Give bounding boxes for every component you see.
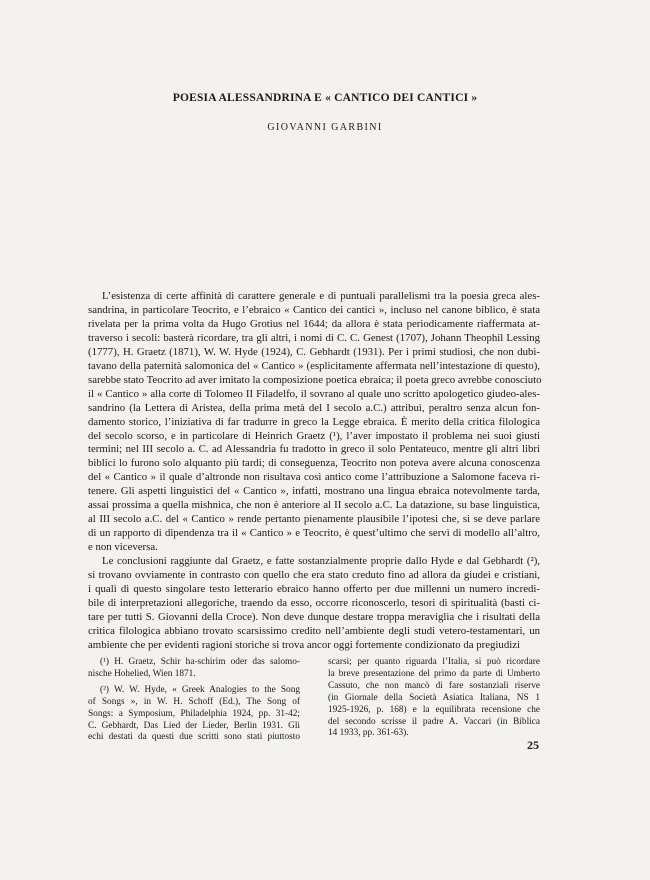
paragraph-1 [88, 290, 540, 555]
text-line: (1777), H. Graetz (1871), W. W. Hyde (1924), C. Gebhardt (1931). Per i primi studiosi, che non dubi- [88, 345, 540, 358]
text-line: sarebbe stato Teocrito ad aver imitato la composizione poetica ebraica; il poeta greco avrebbe conosciuto [88, 373, 542, 386]
text-line: Le conclusioni raggiunte dal Graetz, e fatte sostanzialmente proprie dallo Hyde e dal Gebhardt (²), [102, 555, 540, 568]
text-line: tare per tutti S. Giovanni della Croce). Non deve dunque destare troppa meraviglia che i risultati della [88, 610, 540, 623]
footnote-line: nische Hohelied, Wien 1871. [88, 668, 196, 679]
footnote-line: Songs: a Symposium, Philadelphia 1924, pp. 31-42; [88, 708, 300, 719]
footnote-line: scarsi; per quanto riguarda l’Italia, si può ricordare [328, 657, 540, 667]
footnote-line: (²) W. W. Hyde, « Greek Analogies to the Song [100, 684, 300, 695]
text-line: del secolo scorso, e in particolare di Heinrich Graetz (¹), l’aver impostato il problema nei suoi giusti [88, 429, 540, 442]
footnotes-right-column [328, 657, 540, 740]
footnote-line: la breve presentazione del primo da parte di Umberto [328, 668, 540, 679]
article-title: POESIA ALESSANDRINA E « CANTICO DEI CANTICI » [172, 92, 478, 104]
text-line: si trovano ovviamente in contrasto con quello che era stato creduto fino ad allora da giudei e cristiani, [88, 569, 540, 582]
page-number: 25 [527, 738, 539, 752]
text-line: al III secolo a.C. del « Cantico » rende pertanto pienamente plausibile l’ipotesi che, si se deve parlare [88, 513, 540, 526]
text-line: e non viceversa. [88, 541, 158, 554]
text-line: ambiente che per evidenti ragioni storiche si trova ancor oggi fortemente condizionato da pregiudizi [88, 638, 521, 651]
text-line: bile di interpretazioni allegoriche, traendo da esso, occorre riconoscerlo, tesori di spiritualità (basti ci- [88, 596, 540, 609]
text-line: sandrino (la Lettera di Aristea, della prima metà del I secolo a.C.) attribuì, peraltro senza alcun fon- [88, 401, 540, 414]
text-line: di un rapporto di dipendenza tra il « Cantico » e Teocrito, è quest’ultimo che servì di modello all’altro, [88, 527, 540, 540]
footnote-line: (in Giornale della Società Asiatica Italiana, NS 1 [328, 692, 540, 703]
article-author: GIOVANNI GARBINI [267, 122, 383, 133]
text-line: critica filologica abbiano trovato scarsissimo credito nell’ambiente degli studi vetero-testamentari, un [88, 624, 540, 637]
footnote-line: del secondo scrisse il padre A. Vaccari (in Biblica [328, 716, 540, 727]
text-line: rivelata per la prima volta da Hugo Grotius nel 1644; da allora è stata periodicamente riaffermata at- [88, 317, 540, 330]
footnote-line: echi destati da questi due scritti sono stati piuttosto [88, 732, 300, 743]
footnote-line: of Songs », in W. H. Schoff (Ed.), The Song of [88, 696, 300, 707]
text-line: damento storico, l’iniziativa di far tradurre in greco la Legge ebraica. È merito della critica filologica [88, 415, 540, 428]
text-line: termini; nel III secolo a. C. ad Alessandria fu tradotto in greco il solo Pentateuco, mentre gli altri libri [88, 443, 540, 456]
footnote-line: 14 1933, pp. 361-63). [328, 728, 409, 739]
paragraph-2 [88, 555, 540, 653]
text-line: assai prossima a quella mishnica, che non è anteriore al II secolo a.C. La datazione, su base linguistica, [88, 499, 540, 512]
article-body [88, 290, 540, 653]
text-line: tenere. Gli aspetti linguistici del « Cantico », infatti, mostrano una lingua ebraica notevolmente tarda, [88, 485, 540, 498]
footnotes-left-column [88, 657, 300, 744]
text-line: il « Cantico » alla corte di Tolomeo II Filadelfo, il sovrano al quale uno scritto apologetico giudeo-ales- [88, 387, 540, 400]
text-line: L’esistenza di certe affinità di carattere generale e di puntuali parallelismi tra la poesia greca ales- [102, 290, 540, 302]
text-line: sandrina, in particolare Teocrito, e l’ebraico « Cantico dei cantici », incluso nel canone biblico, è stata [88, 303, 540, 316]
footnote-line: (¹) H. Graetz, Schir ha-schirim oder das salomo- [100, 657, 300, 667]
text-line: i quali di questo singolare testo letterario ebraico hanno offerto per due millenni un numero incredi- [88, 583, 540, 596]
footnote-line: 1925-1926, p. 168) e la equilibrata recensione che [328, 704, 540, 715]
text-line: traverso i secoli: basterà ricordare, tra gli altri, i nomi di C. C. Genest (1707), Johann Theophil Lessing [88, 331, 540, 344]
text-line: tavano della paternità salomonica del « Cantico » (esplicitamente affermata nell’intestazione di questo), [88, 359, 540, 372]
footnote-line: C. Gebhardt, Das Lied der Lieder, Berlin 1931. Gli [88, 720, 300, 731]
footnote-line: Cassuto, che non mancò di fare sostanziali riserve [328, 680, 540, 691]
text-line: del « Cantico » il quale d’altronde non risultava così antico come l’attribuzione a Salomone faceva ri- [88, 471, 540, 484]
text-line: biblici lo furono solo alquanto più tardi; di conseguenza, Teocrito non poteva avere alcuna conoscenza [88, 457, 540, 470]
